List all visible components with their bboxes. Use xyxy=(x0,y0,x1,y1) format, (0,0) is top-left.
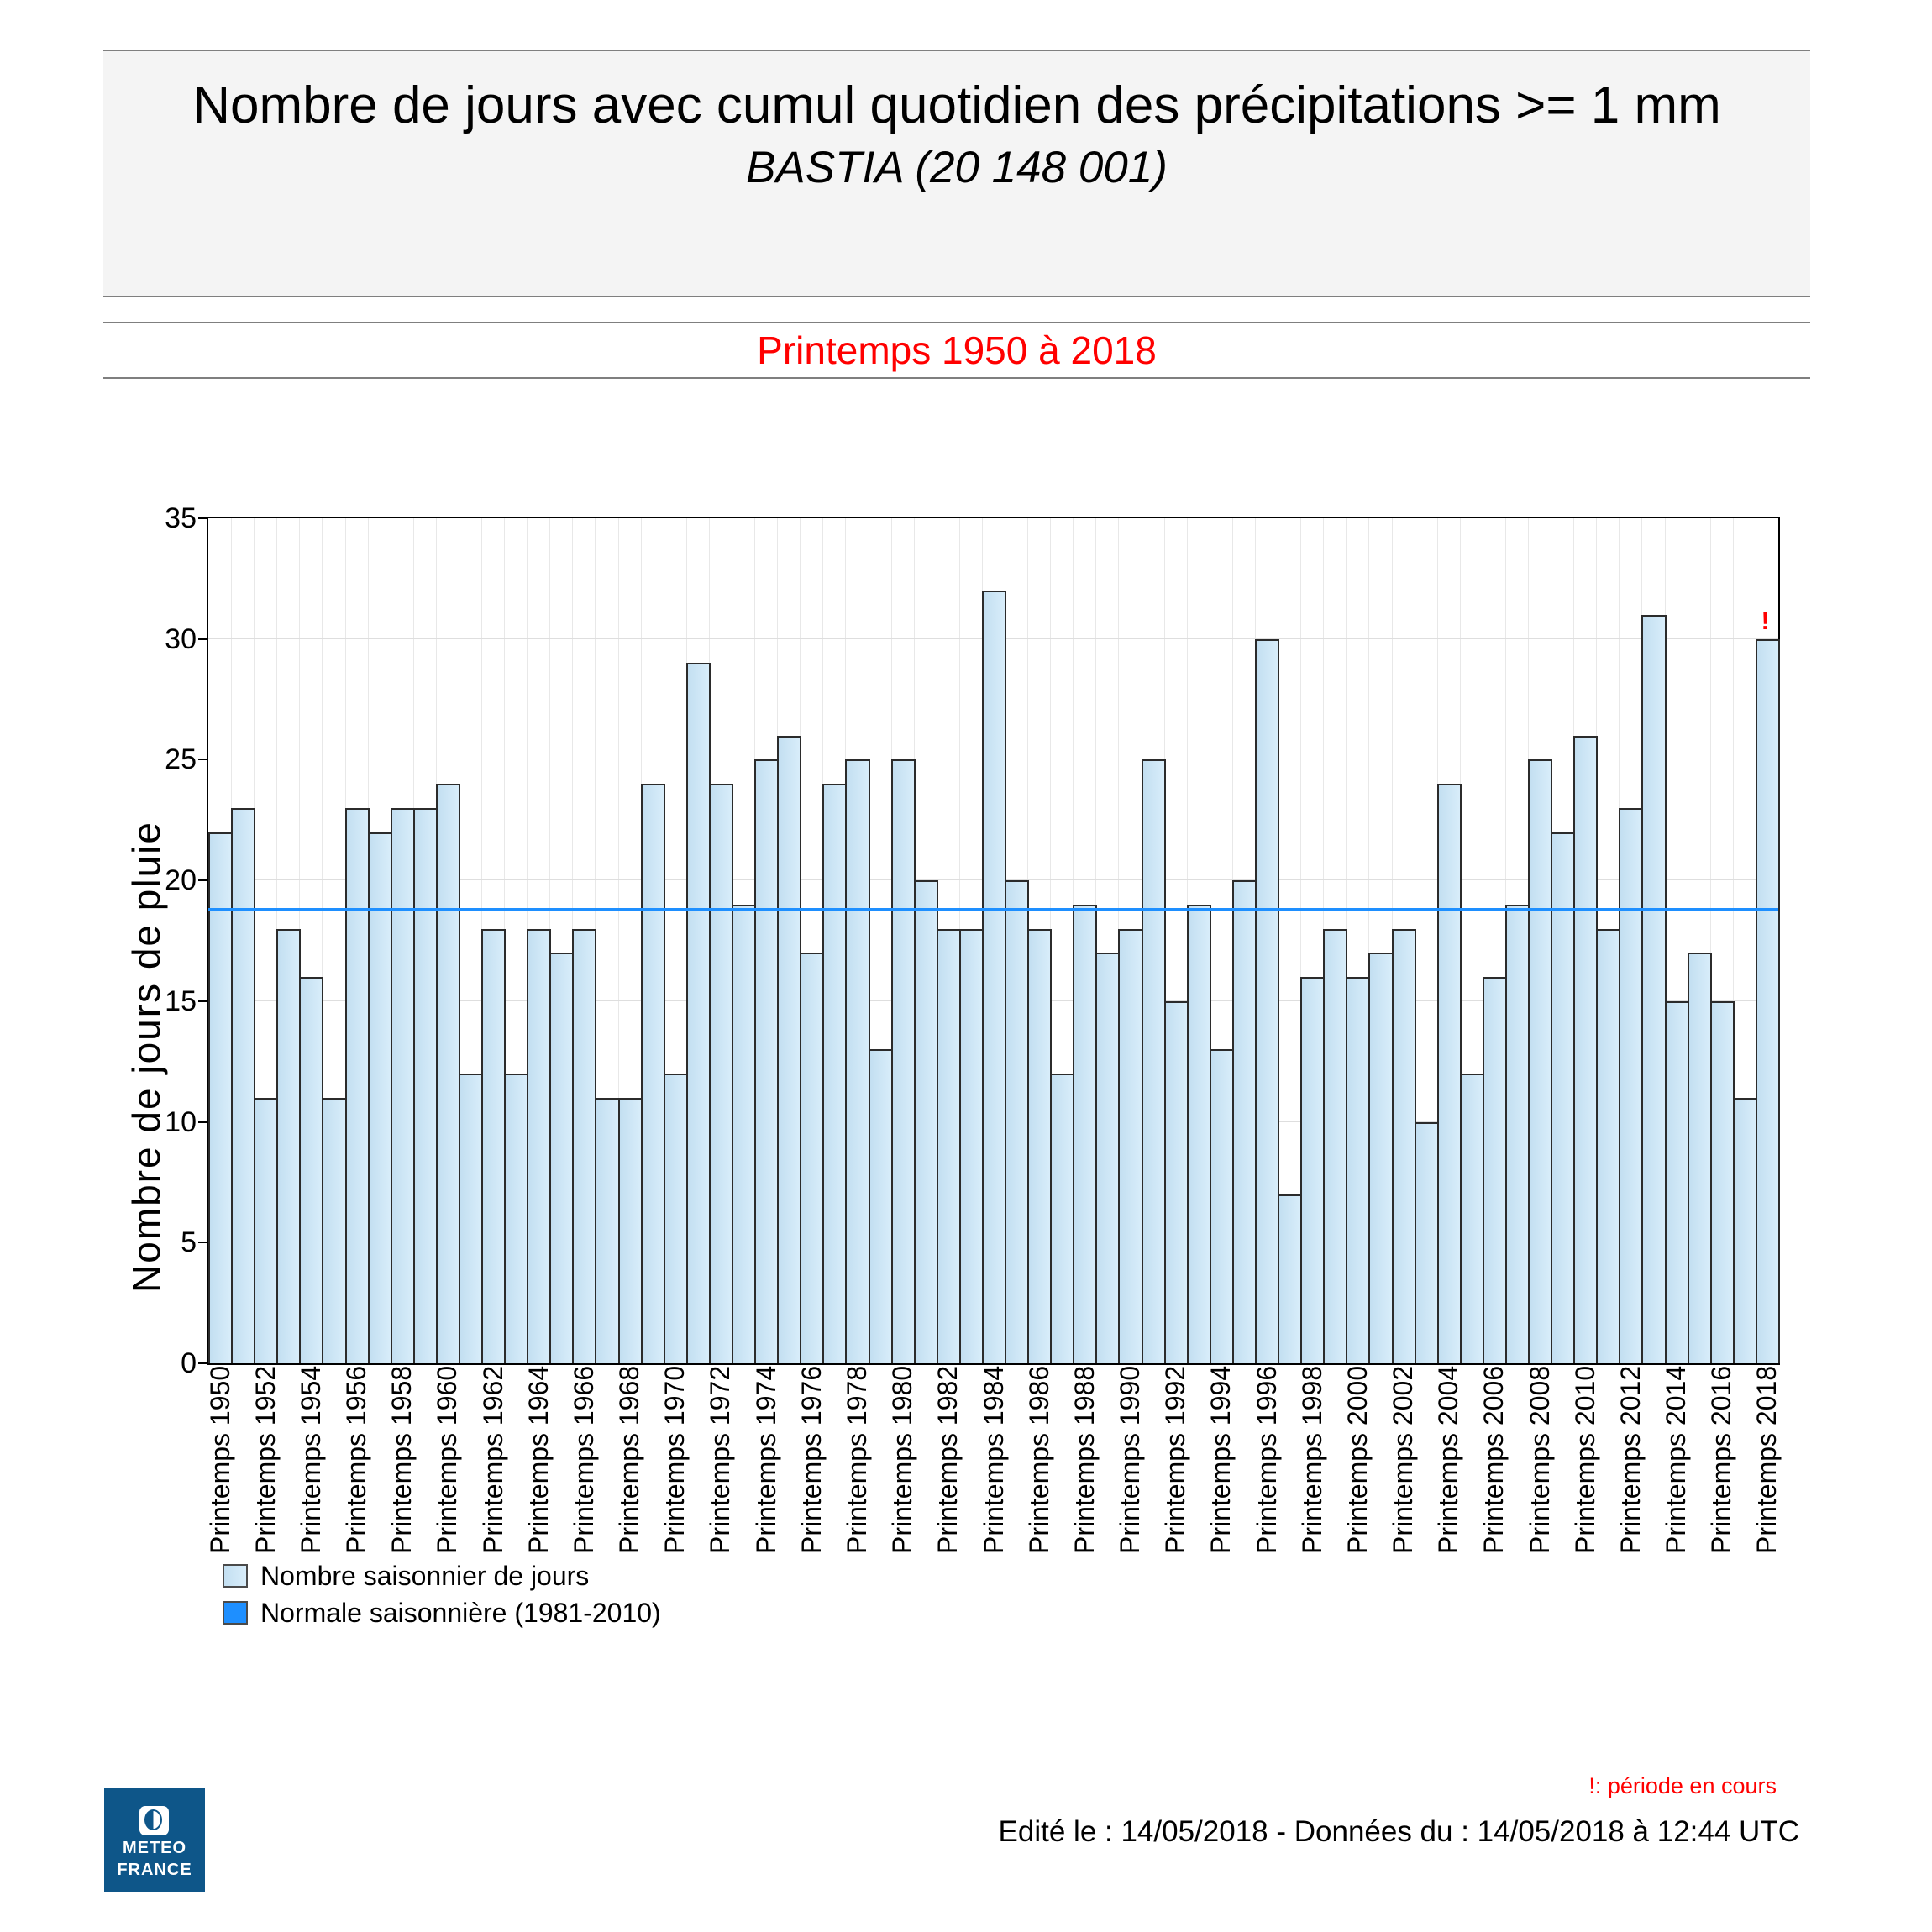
bar-1977 xyxy=(822,784,847,1363)
x-tick-label-1960: Printemps 1960 xyxy=(432,1365,463,1554)
bar-2013 xyxy=(1641,615,1666,1363)
bar-1979 xyxy=(869,1049,893,1363)
bar-1967 xyxy=(595,1098,619,1363)
bar-1970 xyxy=(664,1074,688,1363)
y-tick-label-15: 15 xyxy=(165,984,197,1017)
page-title: Nombre de jours avec cumul quotidien des précipitations >= 1 mm xyxy=(192,76,1721,134)
bar-1974 xyxy=(754,759,779,1363)
bar-1984 xyxy=(982,591,1006,1363)
y-tick-mark xyxy=(198,1362,207,1364)
x-tick-label-2018: Printemps 2018 xyxy=(1751,1365,1782,1554)
y-tick-label-20: 20 xyxy=(165,864,197,897)
y-tick-mark xyxy=(198,759,207,760)
normale-line xyxy=(208,908,1778,911)
bar-2002 xyxy=(1392,929,1416,1363)
x-tick-label-2014: Printemps 2014 xyxy=(1661,1365,1692,1554)
bar-1954 xyxy=(299,977,323,1363)
y-tick-mark xyxy=(198,517,207,519)
bar-1961 xyxy=(459,1074,483,1363)
bar-1991 xyxy=(1142,759,1166,1363)
bar-1988 xyxy=(1073,905,1097,1363)
bar-1990 xyxy=(1118,929,1142,1363)
bar-2018 xyxy=(1756,639,1780,1363)
x-tick-label-2016: Printemps 2016 xyxy=(1706,1365,1737,1554)
logo-text-line1: METEO xyxy=(122,1839,187,1857)
bar-2004 xyxy=(1437,784,1462,1363)
bar-2016 xyxy=(1710,1001,1735,1363)
x-tick-label-1966: Printemps 1966 xyxy=(568,1365,599,1554)
x-tick-label-1978: Printemps 1978 xyxy=(841,1365,872,1554)
x-tick-label-1972: Printemps 1972 xyxy=(705,1365,736,1554)
bar-1964 xyxy=(527,929,551,1363)
bar-2012 xyxy=(1619,808,1643,1363)
bar-1951 xyxy=(231,808,255,1363)
y-tick-label-10: 10 xyxy=(165,1105,197,1138)
x-tick-label-2002: Printemps 2002 xyxy=(1388,1365,1419,1554)
x-tick-label-2008: Printemps 2008 xyxy=(1524,1365,1555,1554)
x-tick-label-1976: Printemps 1976 xyxy=(795,1365,827,1554)
x-tick-label-1956: Printemps 1956 xyxy=(341,1365,372,1554)
x-tick-label-1984: Printemps 1984 xyxy=(978,1365,1009,1554)
bar-1957 xyxy=(368,832,392,1363)
bar-2003 xyxy=(1415,1122,1439,1363)
y-tick-label-25: 25 xyxy=(165,743,197,776)
divider-line xyxy=(103,322,1810,323)
y-tick-mark xyxy=(198,1000,207,1002)
y-tick-label-30: 30 xyxy=(165,622,197,655)
bar-1969 xyxy=(641,784,665,1363)
x-tick-label-2006: Printemps 2006 xyxy=(1478,1365,1509,1554)
bar-swatch-icon xyxy=(223,1564,248,1588)
bar-1995 xyxy=(1232,880,1257,1363)
chart-plot-area xyxy=(207,517,1780,1365)
bar-1958 xyxy=(391,808,415,1363)
period-title: Printemps 1950 à 2018 xyxy=(757,328,1157,372)
normale-swatch-icon xyxy=(223,1601,248,1625)
bar-2000 xyxy=(1346,977,1370,1363)
x-tick-label-1986: Printemps 1986 xyxy=(1023,1365,1054,1554)
x-tick-label-1962: Printemps 1962 xyxy=(477,1365,508,1554)
bar-1968 xyxy=(618,1098,643,1363)
bar-2010 xyxy=(1573,736,1598,1363)
bar-2006 xyxy=(1483,977,1507,1363)
bar-2001 xyxy=(1368,953,1393,1363)
bar-1962 xyxy=(481,929,506,1363)
divider-line xyxy=(103,377,1810,379)
x-tick-label-2004: Printemps 2004 xyxy=(1433,1365,1464,1554)
y-tick-mark xyxy=(198,879,207,881)
bar-2007 xyxy=(1505,905,1530,1363)
bar-1989 xyxy=(1095,953,1120,1363)
bar-1955 xyxy=(322,1098,346,1363)
bar-1959 xyxy=(413,808,438,1363)
legend-label: Nombre saisonnier de jours xyxy=(260,1561,590,1591)
bar-1971 xyxy=(686,663,711,1363)
y-tick-mark xyxy=(198,638,207,640)
y-axis-title: Nombre de jours de pluie xyxy=(124,821,168,1293)
bar-1965 xyxy=(549,953,574,1363)
x-tick-label-1996: Printemps 1996 xyxy=(1251,1365,1282,1554)
x-tick-label-1994: Printemps 1994 xyxy=(1205,1365,1236,1554)
current-period-note: !: période en cours xyxy=(1588,1773,1777,1798)
x-tick-label-1952: Printemps 1952 xyxy=(249,1365,281,1554)
bar-1997 xyxy=(1278,1194,1302,1363)
x-tick-label-1974: Printemps 1974 xyxy=(750,1365,781,1554)
bar-1987 xyxy=(1050,1074,1074,1363)
bar-1993 xyxy=(1187,905,1211,1363)
x-tick-label-1998: Printemps 1998 xyxy=(1296,1365,1327,1554)
x-tick-label-2012: Printemps 2012 xyxy=(1614,1365,1646,1554)
x-tick-label-1980: Printemps 1980 xyxy=(887,1365,918,1554)
header-box xyxy=(103,50,1810,297)
x-tick-label-1982: Printemps 1982 xyxy=(932,1365,963,1554)
bar-1960 xyxy=(436,784,460,1363)
bar-1953 xyxy=(276,929,301,1363)
bar-1999 xyxy=(1323,929,1347,1363)
x-tick-label-1988: Printemps 1988 xyxy=(1068,1365,1100,1554)
bar-1981 xyxy=(914,880,938,1363)
bar-2015 xyxy=(1688,953,1712,1363)
logo-text-line2: FRANCE xyxy=(117,1861,192,1879)
station-subtitle: BASTIA (20 148 001) xyxy=(746,143,1168,192)
x-tick-label-1968: Printemps 1968 xyxy=(614,1365,645,1554)
x-tick-label-1950: Printemps 1950 xyxy=(204,1365,235,1554)
x-tick-label-1954: Printemps 1954 xyxy=(295,1365,326,1554)
bar-1994 xyxy=(1210,1049,1234,1363)
bar-2008 xyxy=(1528,759,1552,1363)
y-tick-mark xyxy=(198,1242,207,1243)
x-tick-label-1964: Printemps 1964 xyxy=(522,1365,554,1554)
legend-label: Normale saisonnière (1981-2010) xyxy=(260,1598,661,1628)
bar-1952 xyxy=(254,1098,278,1363)
y-tick-label-0: 0 xyxy=(181,1347,197,1379)
bar-1982 xyxy=(937,929,961,1363)
bar-1950 xyxy=(208,832,233,1363)
bar-2017 xyxy=(1733,1098,1757,1363)
bar-1963 xyxy=(504,1074,528,1363)
x-tick-label-1958: Printemps 1958 xyxy=(386,1365,417,1554)
bar-1980 xyxy=(891,759,916,1363)
x-tick-label-2010: Printemps 2010 xyxy=(1569,1365,1600,1554)
bar-1985 xyxy=(1005,880,1029,1363)
x-tick-label-1990: Printemps 1990 xyxy=(1115,1365,1146,1554)
bar-1998 xyxy=(1300,977,1325,1363)
bar-1966 xyxy=(572,929,596,1363)
bar-1975 xyxy=(777,736,801,1363)
edition-timestamp: Edité le : 14/05/2018 - Données du : 14/05/2018 à 12:44 UTC xyxy=(998,1815,1799,1848)
x-tick-label-1992: Printemps 1992 xyxy=(1160,1365,1191,1554)
y-tick-label-5: 5 xyxy=(181,1226,197,1259)
x-tick-label-2000: Printemps 2000 xyxy=(1341,1365,1373,1554)
bar-1996 xyxy=(1255,639,1279,1363)
y-tick-label-35: 35 xyxy=(165,502,197,534)
meteo-france-icon xyxy=(139,1806,169,1835)
meteo-france-logo xyxy=(104,1788,205,1892)
current-period-marker: ! xyxy=(1761,606,1770,635)
bar-2005 xyxy=(1460,1074,1484,1363)
bar-1973 xyxy=(732,905,756,1363)
bar-1992 xyxy=(1164,1001,1189,1363)
bar-2014 xyxy=(1665,1001,1689,1363)
bar-1972 xyxy=(709,784,733,1363)
bar-1978 xyxy=(845,759,869,1363)
bar-1986 xyxy=(1027,929,1052,1363)
x-tick-label-1970: Printemps 1970 xyxy=(659,1365,690,1554)
bar-1983 xyxy=(959,929,984,1363)
bar-2009 xyxy=(1551,832,1575,1363)
bar-1976 xyxy=(800,953,824,1363)
bar-1956 xyxy=(345,808,370,1363)
half-moon-icon xyxy=(144,1809,162,1830)
bar-2011 xyxy=(1596,929,1620,1363)
y-tick-mark xyxy=(198,1121,207,1123)
